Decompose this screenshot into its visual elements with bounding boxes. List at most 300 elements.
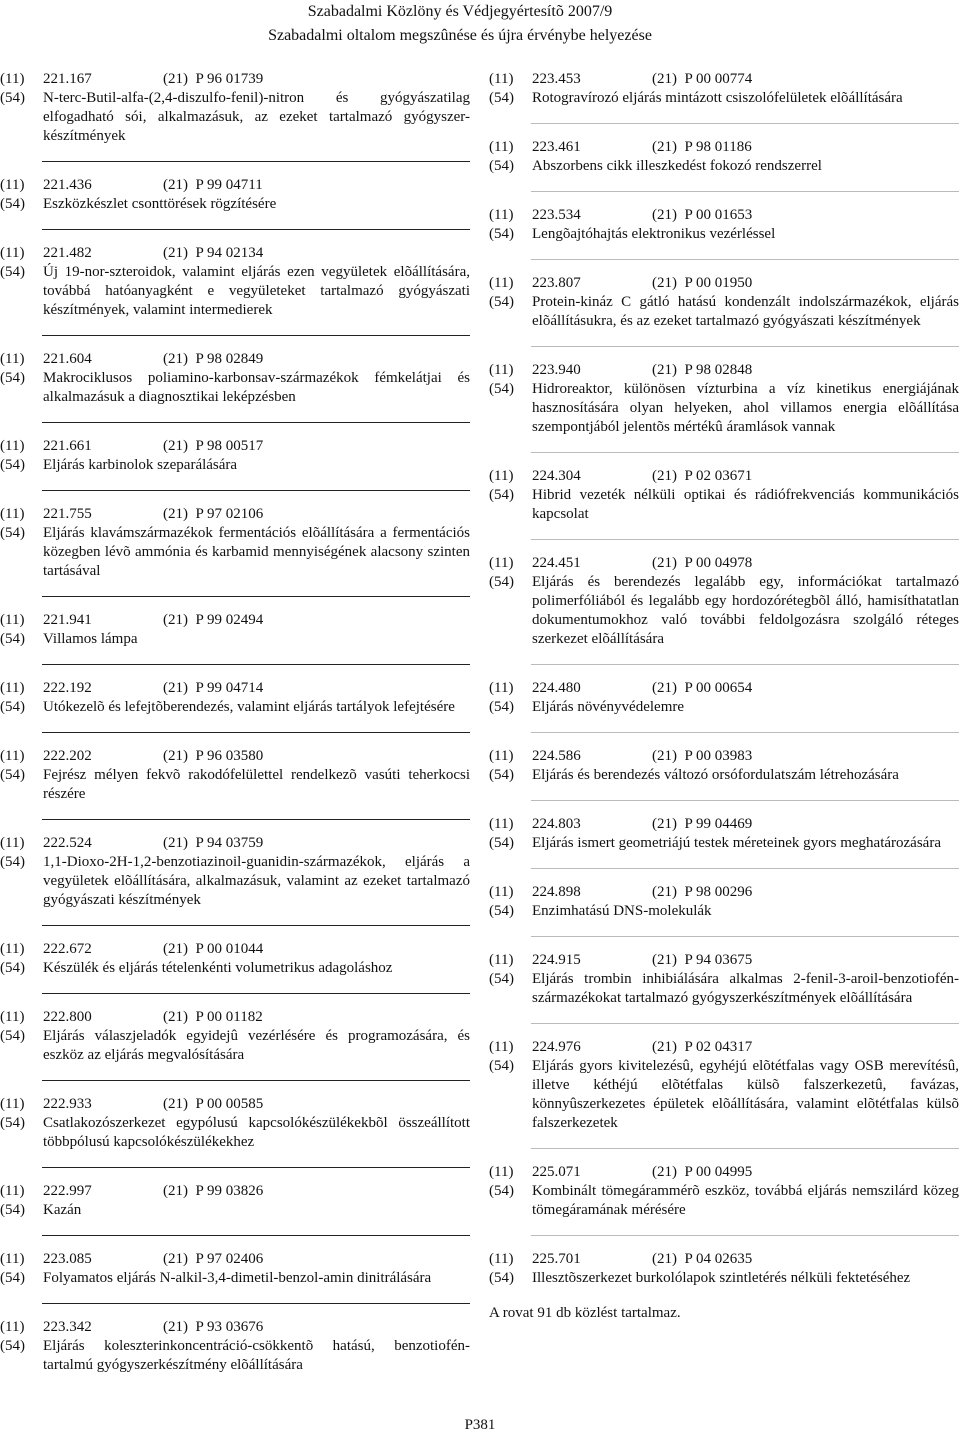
title-label: (54) [489, 835, 514, 851]
application-number: P 98 02848 [684, 362, 753, 378]
title-label: (54) [489, 226, 514, 242]
title-label: (54) [0, 1202, 25, 1218]
entry-title-row [489, 89, 959, 108]
title-label: (54) [489, 1058, 514, 1074]
patent-title: Protein-kináz C gátló hatású kondenzált indolszármazékok, eljárás elõállításukra, és az ezeket tartalmazó gyógyászati készítmények [532, 294, 959, 329]
entry-number-row [0, 350, 470, 369]
entry-separator [42, 335, 470, 336]
application-label: (21) [652, 468, 677, 484]
entry-number-row [0, 1008, 470, 1027]
entry-separator [42, 1235, 470, 1236]
entry-number-row [0, 940, 470, 959]
patent-title: Rotogravírozó eljárás mintázott csiszolófelületek elõállítására [532, 90, 903, 106]
number-label: (11) [489, 1039, 514, 1055]
application-label-and-number [652, 1038, 959, 1057]
application-number: P 94 03759 [195, 835, 264, 851]
patent-number: 221.941 [43, 612, 92, 628]
application-label: (21) [652, 952, 677, 968]
patent-title: Eljárás és berendezés legalább egy, információkat tartalmazó polimerfóliából és legalább egy hordozórétegbõl álló, hamisíthatatlan dokumentumokhoz való további feldolgozásra szolgáló réteges szerkezet elõállítására [532, 574, 959, 647]
patent-number: 221.755 [43, 506, 92, 522]
patent-entry [0, 834, 470, 910]
title-label: (54) [0, 631, 25, 647]
patent-entry [489, 951, 959, 1008]
application-label: (21) [163, 71, 188, 87]
application-label: (21) [652, 207, 677, 223]
entry-separator [42, 1080, 470, 1081]
patent-number: 222.997 [43, 1183, 92, 1199]
application-label-and-number [163, 1250, 470, 1269]
patent-number: 223.453 [532, 71, 581, 87]
entry-separator [42, 925, 470, 926]
patent-entry [489, 70, 959, 108]
number-label: (11) [489, 680, 514, 696]
patent-entry [489, 679, 959, 717]
title-label: (54) [0, 854, 25, 870]
patent-entry [489, 815, 959, 853]
title-label: (54) [0, 699, 25, 715]
patent-title: Fejrész mélyen fekvõ rakodófelülettel rendelkezõ vasúti teherkocsi részére [43, 767, 470, 802]
number-label: (11) [0, 1319, 25, 1335]
patent-title: 1,1-Dioxo-2H-1,2-benzotiazinoil-guanidin-származékok, eljárás a vegyületek elõállítására, alkalmazásuk, valamint az ezeket tartalmazó gyógyászati készítmények [43, 854, 470, 908]
patent-entry [0, 611, 470, 649]
entry-title-row [0, 89, 470, 146]
entry-title-row [489, 293, 959, 331]
number-label: (11) [489, 71, 514, 87]
patent-title: Kombinált tömegárammérõ eszköz, továbbá eljárás nemszilárd közeg tömegáramának mérésére [532, 1183, 959, 1218]
entry-number-row [0, 1318, 470, 1337]
entry-separator [42, 993, 470, 994]
title-label: (54) [489, 158, 514, 174]
entry-title-row [489, 970, 959, 1008]
entry-number-row [0, 437, 470, 456]
application-number: P 00 00774 [684, 71, 753, 87]
entry-title-row [0, 766, 470, 804]
patent-number: 221.167 [43, 71, 92, 87]
application-label-and-number [163, 679, 470, 698]
application-number: P 94 02134 [195, 245, 264, 261]
entry-title-row [0, 1201, 470, 1220]
application-label: (21) [163, 1096, 188, 1112]
entry-number-row [0, 1250, 470, 1269]
patent-title: Kazán [43, 1202, 82, 1218]
entry-number-row [0, 244, 470, 263]
patent-entry [0, 1250, 470, 1288]
application-label: (21) [652, 71, 677, 87]
application-label: (21) [163, 1251, 188, 1267]
application-label-and-number [163, 70, 470, 89]
application-label: (21) [163, 835, 188, 851]
patent-title: Hibrid vezeték nélküli optikai és rádiófrekvenciás kommunikációs kapcsolat [532, 487, 959, 522]
application-label: (21) [163, 506, 188, 522]
patent-number: 222.672 [43, 941, 92, 957]
number-label: (11) [0, 71, 25, 87]
entry-title-row [0, 959, 470, 978]
patent-number: 224.976 [532, 1039, 581, 1055]
patent-number: 225.701 [532, 1251, 581, 1267]
title-label: (54) [489, 903, 514, 919]
patent-number: 224.898 [532, 884, 581, 900]
title-label: (54) [0, 196, 25, 212]
entry-number-row [0, 1095, 470, 1114]
section-summary: A rovat 91 db közlést tartalmaz. [489, 1305, 681, 1321]
entry-separator [42, 819, 470, 820]
title-label: (54) [489, 574, 514, 590]
application-number: P 98 02849 [195, 351, 264, 367]
number-label: (11) [0, 1251, 25, 1267]
application-number: P 00 00585 [195, 1096, 264, 1112]
patent-number: 224.915 [532, 952, 581, 968]
entry-separator [42, 664, 470, 665]
application-label-and-number [652, 1250, 959, 1269]
patent-number: 224.304 [532, 468, 581, 484]
application-number: P 00 01653 [684, 207, 753, 223]
entry-separator [42, 732, 470, 733]
application-number: P 02 04317 [684, 1039, 753, 1055]
application-number: P 00 04978 [684, 555, 753, 571]
application-number: P 00 01044 [195, 941, 264, 957]
title-label: (54) [0, 525, 25, 541]
title-label: (54) [489, 1270, 514, 1286]
entry-number-row [489, 883, 959, 902]
number-label: (11) [489, 468, 514, 484]
patent-entry [489, 206, 959, 244]
title-label: (54) [0, 370, 25, 386]
entry-number-row [489, 206, 959, 225]
application-label: (21) [163, 1319, 188, 1335]
application-label-and-number [163, 176, 470, 195]
entry-title-row [0, 195, 470, 214]
left-column [0, 70, 470, 1375]
entry-separator [531, 123, 959, 124]
title-label: (54) [0, 90, 25, 106]
application-label: (21) [652, 748, 677, 764]
patent-number: 224.586 [532, 748, 581, 764]
application-label-and-number [163, 834, 470, 853]
title-label: (54) [0, 767, 25, 783]
application-label-and-number [163, 1008, 470, 1027]
application-label-and-number [163, 505, 470, 524]
patent-entry [0, 747, 470, 804]
application-label: (21) [652, 275, 677, 291]
entry-title-row [489, 157, 959, 176]
application-label-and-number [652, 554, 959, 573]
patent-number: 221.661 [43, 438, 92, 454]
patent-entry [489, 361, 959, 437]
application-label: (21) [163, 1009, 188, 1025]
patent-title: Eljárás válaszjeladók egyidejû vezérlésére és programozására, és eszköz az eljárás megvalósítására [43, 1028, 470, 1063]
patent-entry [489, 1250, 959, 1288]
page-header [250, 0, 670, 46]
entry-number-row [0, 505, 470, 524]
entry-number-row [0, 834, 470, 853]
number-label: (11) [0, 351, 25, 367]
entry-number-row [489, 951, 959, 970]
entry-title-row [0, 263, 470, 320]
patent-title: Utókezelõ és lefejtõberendezés, valamint eljárás tartályok lefejtésére [43, 699, 455, 715]
number-label: (11) [0, 177, 25, 193]
entry-title-row [489, 698, 959, 717]
entry-number-row [489, 467, 959, 486]
patent-number: 223.085 [43, 1251, 92, 1267]
patent-title: Eszközkészlet csonttörések rögzítésére [43, 196, 277, 212]
patent-number: 223.807 [532, 275, 581, 291]
patent-title: Eljárás karbinolok szeparálására [43, 457, 238, 473]
patent-title: Eljárás gyors kivitelezésû, egyhéjú elõtétfalas vagy OSB merevítésû, illetve kéthéjú elõtétfalas külsõ falszerkezetû, favázas, könnyûszerkezetes épületek elõállítására, valamint elõtétfalas külsõ falszerkezetek [532, 1058, 959, 1131]
patent-entry [489, 138, 959, 176]
patent-title: Lengõajtóhajtás elektronikus vezérléssel [532, 226, 776, 242]
number-label: (11) [489, 555, 514, 571]
entry-number-row [489, 274, 959, 293]
patent-number: 223.940 [532, 362, 581, 378]
patent-title: Eljárás klavámszármazékok fermentációs elõállítására a fermentációs közegben lévõ ammónia és karbamid mennyiségének alacsony szinten tartásával [43, 525, 470, 579]
title-label: (54) [0, 1338, 25, 1354]
patent-title: Illesztõszerkezet burkolólapok szintletérés nélküli fektetéséhez [532, 1270, 911, 1286]
number-label: (11) [0, 506, 25, 522]
patent-number: 223.534 [532, 207, 581, 223]
application-label: (21) [163, 680, 188, 696]
application-label: (21) [163, 438, 188, 454]
patent-number: 223.461 [532, 139, 581, 155]
application-label-and-number [652, 274, 959, 293]
entry-title-row [489, 834, 959, 853]
entry-separator [531, 936, 959, 937]
patent-number: 224.451 [532, 555, 581, 571]
entry-title-row [489, 573, 959, 649]
entry-title-row [0, 1027, 470, 1065]
patent-entry [0, 1182, 470, 1220]
patent-entry [489, 1038, 959, 1133]
entry-title-row [0, 1269, 470, 1288]
patent-title: Folyamatos eljárás N-alkil-3,4-dimetil-benzol-amin dinitrálására [43, 1270, 432, 1286]
application-label: (21) [652, 555, 677, 571]
entry-title-row [0, 524, 470, 581]
application-number: P 98 00296 [684, 884, 753, 900]
entry-number-row [489, 361, 959, 380]
number-label: (11) [0, 612, 25, 628]
number-label: (11) [0, 941, 25, 957]
patent-number: 221.604 [43, 351, 92, 367]
application-number: P 96 01739 [195, 71, 264, 87]
entry-title-row [489, 1057, 959, 1133]
patent-title: Hidroreaktor, különösen vízturbina a víz kinetikus energiájának hasznosítására olyan helyeken, ahol villamos energia elõállítása szempontjából jelentõs mértékû áramlások vannak [532, 381, 959, 435]
application-label-and-number [163, 350, 470, 369]
patent-entry [489, 467, 959, 524]
application-label-and-number [652, 70, 959, 89]
application-label: (21) [652, 884, 677, 900]
number-label: (11) [0, 1096, 25, 1112]
patent-entry [0, 505, 470, 581]
entry-separator [42, 229, 470, 230]
patent-title: Eljárás növényvédelemre [532, 699, 685, 715]
application-label: (21) [163, 351, 188, 367]
patent-number: 222.933 [43, 1096, 92, 1112]
entry-separator [42, 490, 470, 491]
patent-entry [0, 1095, 470, 1152]
application-number: P 94 03675 [684, 952, 753, 968]
number-label: (11) [489, 748, 514, 764]
patent-entry [0, 437, 470, 475]
number-label: (11) [0, 1009, 25, 1025]
application-number: P 99 02494 [195, 612, 264, 628]
entry-separator [531, 800, 959, 801]
patent-entry [489, 1163, 959, 1220]
entry-separator [531, 732, 959, 733]
entry-title-row [489, 902, 959, 921]
number-label: (11) [489, 952, 514, 968]
application-label-and-number [163, 940, 470, 959]
application-label-and-number [652, 815, 959, 834]
title-label: (54) [0, 457, 25, 473]
patent-title: Enzimhatású DNS-molekulák [532, 903, 712, 919]
patent-entry [0, 176, 470, 214]
title-label: (54) [489, 1183, 514, 1199]
application-number: P 97 02406 [195, 1251, 264, 1267]
entry-separator [531, 1148, 959, 1149]
title-label: (54) [0, 264, 25, 280]
application-number: P 00 03983 [684, 748, 753, 764]
number-label: (11) [0, 245, 25, 261]
patent-title: Készülék és eljárás tételenkénti volumetrikus adagoláshoz [43, 960, 393, 976]
application-label-and-number [652, 1163, 959, 1182]
application-label: (21) [652, 139, 677, 155]
application-number: P 97 02106 [195, 506, 264, 522]
application-label-and-number [163, 1318, 470, 1337]
entry-separator [42, 1303, 470, 1304]
application-number: P 98 01186 [684, 139, 752, 155]
patent-number: 223.342 [43, 1319, 92, 1335]
application-label-and-number [652, 138, 959, 157]
application-label-and-number [163, 1182, 470, 1201]
title-label: (54) [489, 90, 514, 106]
right-column [489, 70, 959, 1323]
patent-title: Új 19-nor-szteroidok, valamint eljárás ezen vegyületek elõállítására, továbbá hatóanyagként e vegyületeket tartalmazó gyógyászati készítmények, valamint intermedierek [43, 264, 470, 318]
application-label: (21) [652, 1164, 677, 1180]
entry-title-row [489, 380, 959, 437]
title-label: (54) [489, 487, 514, 503]
entry-separator [531, 868, 959, 869]
application-label: (21) [652, 816, 677, 832]
entry-number-row [0, 176, 470, 195]
application-number: P 00 00654 [684, 680, 753, 696]
entry-separator [531, 539, 959, 540]
application-label-and-number [652, 206, 959, 225]
patent-entry [489, 554, 959, 649]
entry-number-row [489, 138, 959, 157]
entry-title-row [489, 486, 959, 524]
application-label-and-number [652, 467, 959, 486]
page-number: P381 [464, 1417, 496, 1433]
patent-number: 222.192 [43, 680, 92, 696]
patent-number: 221.436 [43, 177, 92, 193]
patent-entry [0, 244, 470, 320]
application-label: (21) [652, 1251, 677, 1267]
number-label: (11) [0, 1183, 25, 1199]
entry-number-row [0, 611, 470, 630]
journal-title: Szabadalmi Közlöny és Védjegyértesítõ 2007/9 [307, 3, 613, 20]
patent-entry [0, 940, 470, 978]
entry-title-row [489, 1182, 959, 1220]
entry-number-row [489, 70, 959, 89]
number-label: (11) [489, 1164, 514, 1180]
application-number: P 04 02635 [684, 1251, 753, 1267]
application-number: P 98 00517 [195, 438, 264, 454]
entry-separator [531, 259, 959, 260]
application-label-and-number [163, 747, 470, 766]
application-label-and-number [652, 951, 959, 970]
entry-separator [531, 1023, 959, 1024]
patent-entry [489, 274, 959, 331]
patent-title: Eljárás ismert geometriájú testek méreteinek gyors meghatározására [532, 835, 941, 851]
entry-number-row [489, 815, 959, 834]
entry-number-row [0, 747, 470, 766]
entry-number-row [489, 1163, 959, 1182]
entry-separator [531, 346, 959, 347]
application-label: (21) [163, 748, 188, 764]
number-label: (11) [489, 275, 514, 291]
number-label: (11) [489, 139, 514, 155]
entry-number-row [0, 679, 470, 698]
title-label: (54) [489, 971, 514, 987]
entry-number-row [489, 1038, 959, 1057]
patent-title: Abszorbens cikk illeszkedést fokozó rendszerrel [532, 158, 822, 174]
title-label: (54) [0, 1270, 25, 1286]
patent-title: Eljárás trombin inhibiálására alkalmas 2-fenil-3-aroil-benzotiofén-származékokat tartalmazó gyógyszerkészítmények elõállítására [532, 971, 959, 1006]
number-label: (11) [0, 835, 25, 851]
patent-number: 221.482 [43, 245, 92, 261]
entry-number-row [489, 747, 959, 766]
entry-number-row [0, 1182, 470, 1201]
patent-title: Makrociklusos poliamino-karbonsav-származékok fémkelátjai és alkalmazásuk a diagnosztikai leképzésben [43, 370, 470, 405]
entry-separator [531, 452, 959, 453]
number-label: (11) [0, 438, 25, 454]
application-label: (21) [163, 245, 188, 261]
title-label: (54) [0, 960, 25, 976]
patent-entry [0, 1318, 470, 1375]
entry-title-row [0, 630, 470, 649]
entry-title-row [0, 1114, 470, 1152]
entry-title-row [489, 1269, 959, 1288]
patent-title: Villamos lámpa [43, 631, 138, 647]
number-label: (11) [0, 748, 25, 764]
entry-separator [42, 161, 470, 162]
entry-title-row [0, 698, 470, 717]
patent-number: 222.202 [43, 748, 92, 764]
application-label-and-number [163, 611, 470, 630]
patent-number: 222.800 [43, 1009, 92, 1025]
application-label-and-number [652, 747, 959, 766]
number-label: (11) [489, 1251, 514, 1267]
application-label: (21) [652, 362, 677, 378]
application-label-and-number [163, 1095, 470, 1114]
application-label-and-number [163, 244, 470, 263]
application-label-and-number [652, 679, 959, 698]
entry-number-row [489, 1250, 959, 1269]
number-label: (11) [489, 207, 514, 223]
application-label: (21) [163, 1183, 188, 1199]
entry-number-row [489, 679, 959, 698]
entry-title-row [489, 766, 959, 785]
patent-entry [489, 883, 959, 921]
title-label: (54) [0, 1028, 25, 1044]
application-number: P 00 01182 [195, 1009, 263, 1025]
application-number: P 99 04469 [684, 816, 753, 832]
application-label-and-number [163, 437, 470, 456]
application-number: P 00 01950 [684, 275, 753, 291]
patent-entry [0, 1008, 470, 1065]
patent-entry [0, 70, 470, 146]
entry-separator [531, 1235, 959, 1236]
application-number: P 02 03671 [684, 468, 753, 484]
